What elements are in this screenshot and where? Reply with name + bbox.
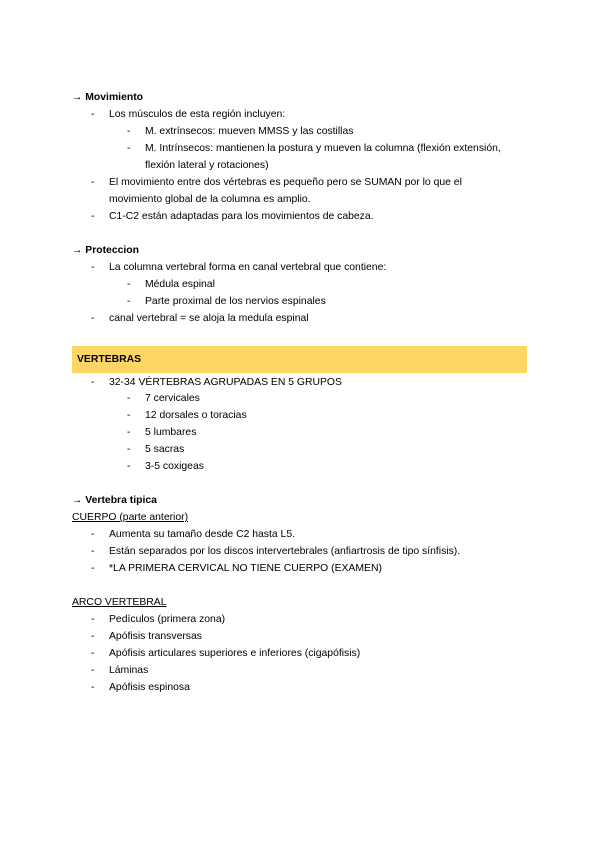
- list-item: Aumenta su tamaño desde C2 hasta L5.: [109, 529, 295, 540]
- bullet-dash: -: [91, 648, 95, 659]
- bullet-dash: -: [91, 377, 95, 388]
- bullet-dash: -: [127, 143, 131, 154]
- bullet-dash: -: [91, 262, 95, 273]
- subheading-cuerpo: CUERPO (parte anterior): [72, 512, 189, 523]
- section-banner-label: VERTEBRAS: [77, 354, 142, 365]
- bullet-dash: -: [127, 296, 131, 307]
- bullet-dash: -: [91, 546, 95, 557]
- bullet-dash: -: [127, 444, 131, 455]
- bullet-dash: -: [91, 211, 95, 222]
- list-item: Apófisis transversas: [109, 631, 202, 642]
- list-item: Los músculos de esta región incluyen:: [109, 109, 286, 120]
- list-item: M. Intrínsecos: mantienen la postura y mueven la columna (flexión extensión,: [145, 143, 501, 154]
- list-item: canal vertebral = se aloja la medula espinal: [109, 313, 309, 324]
- section-heading-proteccion: → Proteccion: [72, 245, 139, 256]
- bullet-dash: -: [127, 393, 131, 404]
- list-item: Láminas: [109, 665, 149, 676]
- bullet-dash: -: [127, 279, 131, 290]
- list-item: 32-34 VÉRTEBRAS AGRUPADAS EN 5 GRUPOS: [109, 377, 342, 388]
- list-item: 12 dorsales o toracias: [145, 410, 247, 421]
- list-item: Apófisis articulares superiores e inferiores (cigapófisis): [109, 648, 361, 659]
- bullet-dash: -: [127, 427, 131, 438]
- subheading-arco-vertebral: ARCO VERTEBRAL: [72, 597, 167, 608]
- list-item: Pedículos (primera zona): [109, 614, 226, 625]
- bullet-dash: -: [127, 461, 131, 472]
- list-item-continuation: flexión lateral y rotaciones): [145, 160, 269, 171]
- list-item: 5 lumbares: [145, 427, 197, 438]
- section-heading-movimiento: → Movimiento: [72, 92, 144, 103]
- bullet-dash: -: [91, 614, 95, 625]
- list-item: La columna vertebral forma en canal vertebral que contiene:: [109, 262, 387, 273]
- bullet-dash: -: [91, 682, 95, 693]
- list-item: 7 cervicales: [145, 393, 200, 404]
- list-item: Médula espinal: [145, 279, 215, 290]
- bullet-dash: -: [91, 109, 95, 120]
- section-heading-vertebra-tipica: → Vertebra tipica: [72, 495, 157, 506]
- list-item: C1-C2 están adaptadas para los movimientos de cabeza.: [109, 211, 374, 222]
- list-item: Apófisis espinosa: [109, 682, 190, 693]
- list-item: 5 sacras: [145, 444, 185, 455]
- bullet-dash: -: [91, 313, 95, 324]
- bullet-dash: -: [91, 665, 95, 676]
- list-item: El movimiento entre dos vértebras es pequeño pero se SUMAN por lo que el: [109, 177, 462, 188]
- list-item: M. extrínsecos: mueven MMSS y las costillas: [145, 126, 354, 137]
- bullet-dash: -: [91, 563, 95, 574]
- bullet-dash: -: [127, 126, 131, 137]
- list-item: *LA PRIMERA CERVICAL NO TIENE CUERPO (EXAMEN): [109, 563, 382, 574]
- bullet-dash: -: [91, 529, 95, 540]
- bullet-dash: -: [127, 410, 131, 421]
- bullet-dash: -: [91, 631, 95, 642]
- list-item: Están separados por los discos intervertebrales (anfiartrosis de tipo sínfisis).: [109, 546, 461, 557]
- bullet-dash: -: [91, 177, 95, 188]
- list-item: Parte proximal de los nervios espinales: [145, 296, 326, 307]
- list-item-continuation: movimiento global de la columna es amplio.: [109, 194, 311, 205]
- list-item: 3-5 coxigeas: [145, 461, 204, 472]
